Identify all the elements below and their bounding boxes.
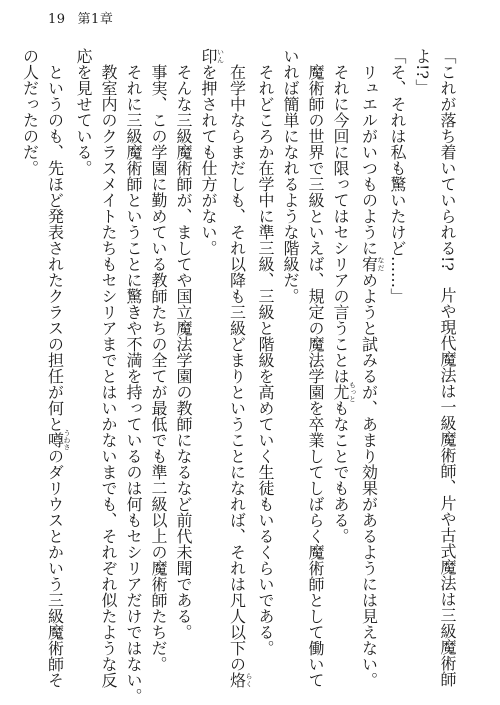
chapter-title: 第1章	[77, 12, 114, 27]
page-number: 19	[48, 12, 66, 27]
text-line	[225, 48, 254, 688]
text-line	[357, 48, 386, 688]
ruby-annotation	[199, 48, 225, 64]
ruby-base: 印	[199, 48, 218, 64]
text-segment: いれば簡単になれるような階級だ。	[281, 48, 300, 304]
text-segment: の人だったのだ。	[20, 48, 40, 176]
text-line	[410, 48, 435, 688]
text-segment: リュエルがいつものように	[359, 48, 379, 256]
text-segment: 応を見せている。	[74, 48, 93, 176]
text-line	[171, 48, 196, 688]
text-segment: 在学中ならまだしも、それ以降も三級どまりということになれば、それは凡人以下の	[227, 48, 247, 672]
text-line	[71, 48, 96, 688]
ruby-reading: いん	[216, 48, 225, 64]
ruby-base: 噂	[45, 429, 65, 451]
vertical-text-body	[20, 48, 460, 704]
text-segment: そんな三級魔術師が、ましてや国立魔法学園の教師になるなど前代未聞である。	[174, 48, 193, 640]
ruby-reading: もっと	[348, 381, 357, 403]
ruby-annotation	[359, 256, 385, 272]
ruby-annotation	[331, 381, 357, 403]
ruby-reading: うわさ	[63, 429, 71, 451]
text-line	[385, 48, 410, 688]
text-segment: 魔術師の世界で三級といえば、規定の魔法学園を卒業してしばらく魔術師として働いて	[306, 48, 325, 688]
text-segment: のダリウスとかいう三級魔術師そ	[45, 448, 65, 688]
ruby-annotation	[45, 429, 71, 451]
ruby-base: 宥	[359, 256, 379, 272]
text-line	[18, 48, 43, 688]
text-segment: 「これが落ち着いていられる!? 片や現代魔法は一級魔術師、片や古式魔法は三級魔術師	[438, 48, 457, 688]
text-line	[303, 48, 328, 688]
text-line	[196, 48, 225, 688]
ruby-reading: なだ	[377, 256, 385, 272]
text-segment: よ!?」	[413, 48, 432, 96]
text-segment: それに三級魔術師ということに驚きや不満を持っているのは何もセシリアだけではない。	[124, 48, 143, 704]
text-segment: めようと試みるが、あまり効果があるようには見えない。	[359, 272, 379, 688]
text-line	[43, 48, 72, 688]
text-segment: もなことでもある。	[331, 400, 350, 544]
text-segment: 事実、この学園に勤めている教師たちの全てが最低でも準二級以上の魔術師たちだ。	[149, 48, 168, 672]
text-line	[253, 48, 278, 688]
ruby-annotation	[227, 672, 253, 688]
ruby-base: 烙	[227, 672, 247, 688]
text-segment: それに今回に限ってはセシリアの言うことは	[331, 48, 350, 384]
text-line	[96, 48, 121, 688]
text-line	[278, 48, 303, 688]
text-segment: 「そ、それは私も驚いたけど……」	[388, 48, 407, 304]
ruby-base: 尤	[331, 381, 350, 403]
text-segment: 教室内のクラスメイトたちもセシリアまでとはいかないまでも、それぞれ似たような反	[99, 48, 118, 688]
text-segment: を押されても仕方がない。	[199, 64, 218, 256]
page-header	[48, 12, 113, 28]
text-line	[146, 48, 171, 688]
text-line	[328, 48, 357, 688]
ruby-reading: らく	[245, 672, 253, 688]
text-line	[121, 48, 146, 704]
text-segment: というのも、先ほど発表されたクラスの担任が何と	[45, 48, 65, 432]
text-line	[435, 48, 460, 688]
text-segment: それどころか在学中に準三級、三級と階級を高めていく生徒もいるくらいである。	[256, 48, 275, 656]
